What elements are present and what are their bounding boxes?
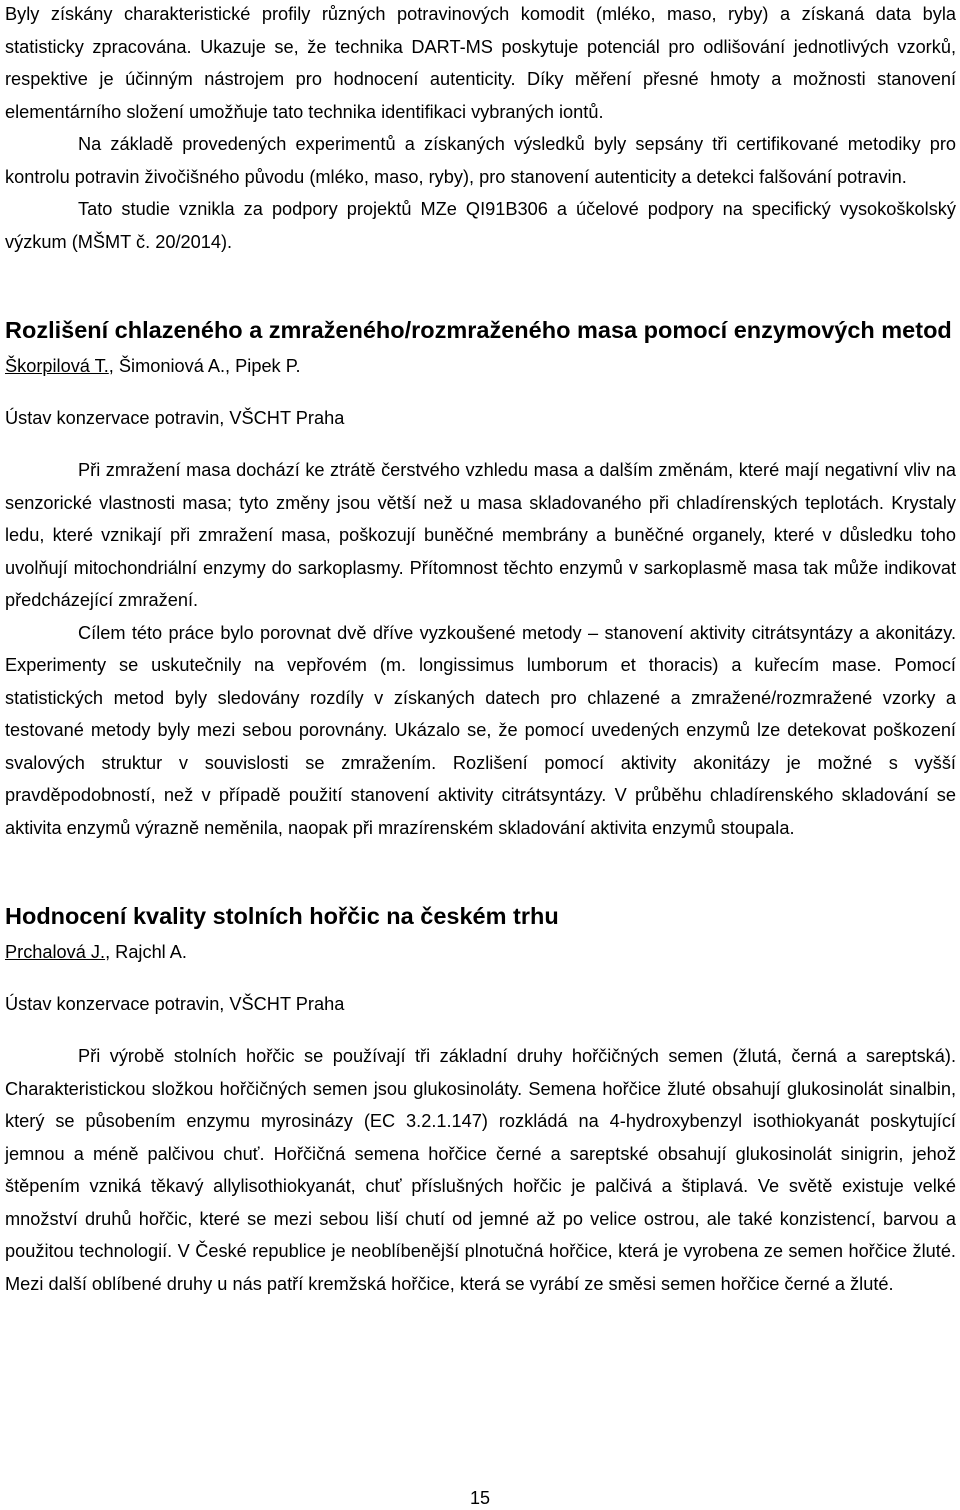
article-1-coauthors: , Šimoniová A., Pipek P.	[108, 356, 301, 376]
article-2-affiliation: Ústav konzervace potravin, VŠCHT Praha	[5, 994, 345, 1014]
article-2-authors	[5, 936, 956, 968]
article-1	[5, 316, 956, 844]
article-1-affiliation: Ústav konzervace potravin, VŠCHT Praha	[5, 408, 345, 428]
article-2-presenting-author: Prchalová J.	[5, 942, 106, 962]
page-number: 15	[469, 1488, 491, 1508]
article-1-authors	[5, 350, 956, 382]
article-1-paragraph-1: Při zmražení masa dochází ke ztrátě čerstvého vzhledu masa a dalším změnám, které mají negativní vliv na senzorické vlastnosti masa; tyto změny jsou větší než u masa skladovaného při chladírenských teplotách. Krystaly ledu, které vznikají při zmražení masa, poškozují buněčné membrány a buněčné organely, které v důsledku toho uvolňují mitochondriální enzymy do sarkoplasmy. Přítomnost těchto enzymů v sarkoplasmě masa tak může indikovat předcházející zmražení.	[5, 460, 956, 610]
article-2-paragraph-1: Při výrobě stolních hořčic se používají tři základní druhy hořčičných semen (žlutá, černá a sareptská). Charakteristickou složkou hořčičných semen jsou glukosinoláty. Semena hořčice žluté obsahují glukosinolát sinalbin, který se působením enzymu myrosinázy (EC 3.2.1.147) rozkládá na 4-hydroxybenzyl isothiokyanát poskytující jemnou a méně palčivou chuť. Hořčičná semena hořčice černé a sareptské obsahují glukosinolát sinigrin, jehož štěpením vzniká těkavý allylisothiokyanát, chuť příslušných hořčic je palčivá a štiplavá. Ve světě existuje velké množství druhů hořčic, které se mezi sebou liší chutí od jemné až po velice ostrou, ale také konzistencí, barvou a použitou technologií. V České republice je neoblíbenější plnotučná hořčice, která je vyrobena ze semen hořčice žluté. Mezi další oblíbené druhy u nás patří kremžská hořčice, která se vyrábí ze směsi semen hořčice černé a žluté.	[5, 1046, 956, 1294]
article-2-coauthors: , Rajchl A.	[105, 942, 187, 962]
intro-paragraph-3: Tato studie vznikla za podpory projektů MZe QI91B306 a účelové podpory na specifický vysokoškolský výzkum (MŠMT č. 20/2014).	[5, 199, 956, 252]
intro-paragraph-2: Na základě provedených experimentů a získaných výsledků byly sepsány tři certifikované metodiky pro kontrolu potravin živočišného původu (mléko, maso, ryby), pro stanovení autenticity a detekci falšování potravin.	[5, 134, 956, 187]
article-1-presenting-author: Škorpilová T.	[5, 356, 109, 376]
article-1-title: Rozlišení chlazeného a zmraženého/rozmraženého masa pomocí enzymových metod	[5, 317, 952, 343]
article-1-paragraph-2: Cílem této práce bylo porovnat dvě dříve vyzkoušené metody – stanovení aktivity citrátsyntázy a akonitázy. Experimenty se uskutečnily na vepřovém (m. longissimus lumborum et thoracis) a kuřecím mase. Pomocí statistických metod byly sledovány rozdíly v získaných datech pro chlazené a zmražené/rozmražené vzorky a testované metody byly mezi sebou porovnány. Ukázalo se, že pomocí uvedených enzymů lze detekovat poškození svalových struktur v souvislosti se zmražením. Rozlišení pomocí aktivity akonitázy je možné s vyšší pravděpodobností, než v případě použití stanovení aktivity citrátsyntázy. V průběhu chladírenského skladování se aktivita enzymů výrazně neměnila, naopak při mrazírenském skladování aktivita enzymů stoupala.	[5, 622, 956, 838]
article-2	[5, 902, 956, 1300]
intro-section	[5, 0, 956, 258]
intro-paragraph-1: Byly získány charakteristické profily různých potravinových komodit (mléko, maso, ryby) a získaná data byla statisticky zpracována. Ukazuje se, že technika DART-MS poskytuje potenciál pro odlišování jednotlivých vzorků, respektive je účinným nástrojem pro hodnocení autenticity. Díky měření přesné hmoty a možnosti stanovení elementárního složení umožňuje tato technika identifikaci vybraných iontů.	[5, 4, 956, 122]
document-page	[5, 0, 956, 1300]
article-2-title: Hodnocení kvality stolních hořčic na českém trhu	[5, 903, 559, 929]
